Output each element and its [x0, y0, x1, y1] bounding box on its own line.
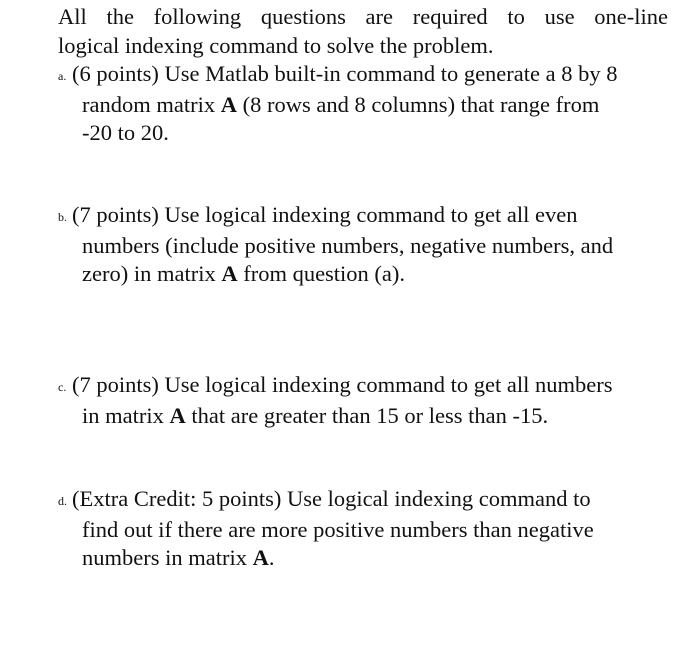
question-line: find out if there are more positive numbers than negative: [82, 516, 594, 542]
question-d: [58, 485, 670, 573]
question-text: random matrix: [82, 91, 221, 117]
instructions-line: logical indexing command to solve the problem.: [58, 32, 494, 58]
matrix-symbol: A: [220, 91, 237, 117]
matrix-symbol: A: [169, 402, 186, 428]
question-b: [58, 201, 670, 289]
question-marker: a.: [58, 69, 67, 83]
question-text: (6 points) Use Matlab built-in command to generate a 8 by 8: [72, 61, 618, 86]
question-text: from question (a).: [237, 261, 406, 286]
question-line: numbers (include positive numbers, negative numbers, and: [82, 232, 614, 258]
instructions-paragraph: [58, 3, 668, 60]
question-text: in matrix: [82, 402, 170, 428]
question-text: (7 points) Use logical indexing command to get all even: [72, 202, 578, 227]
matrix-symbol: A: [221, 261, 238, 286]
question-text: that are greater than 15 or less than -15.: [185, 402, 549, 428]
question-text: zero) in matrix: [82, 261, 222, 286]
question-text: (Extra Credit: 5 points) Use logical indexing command to: [72, 486, 591, 511]
instructions-line: All the following questions are required to use one-line: [58, 4, 668, 29]
question-text: .: [268, 545, 275, 570]
question-line: [58, 91, 670, 120]
question-marker: c.: [58, 380, 67, 394]
question-line: [58, 402, 670, 431]
question-marker: b.: [58, 210, 67, 224]
question-text: (8 rows and 8 columns) that range from: [236, 91, 600, 117]
question-line: [58, 544, 670, 573]
question-a: [58, 60, 670, 148]
question-line: [58, 260, 670, 289]
question-text: numbers in matrix: [82, 545, 253, 570]
question-line: [58, 371, 670, 402]
question-line: [58, 485, 670, 516]
question-line: [58, 201, 670, 232]
question-c: [58, 371, 670, 430]
matrix-symbol: A: [252, 545, 269, 570]
question-marker: d.: [58, 494, 67, 508]
question-text: (7 points) Use logical indexing command to get all numbers: [72, 372, 613, 397]
question-line: [58, 60, 670, 91]
question-line: -20 to 20.: [82, 120, 169, 145]
